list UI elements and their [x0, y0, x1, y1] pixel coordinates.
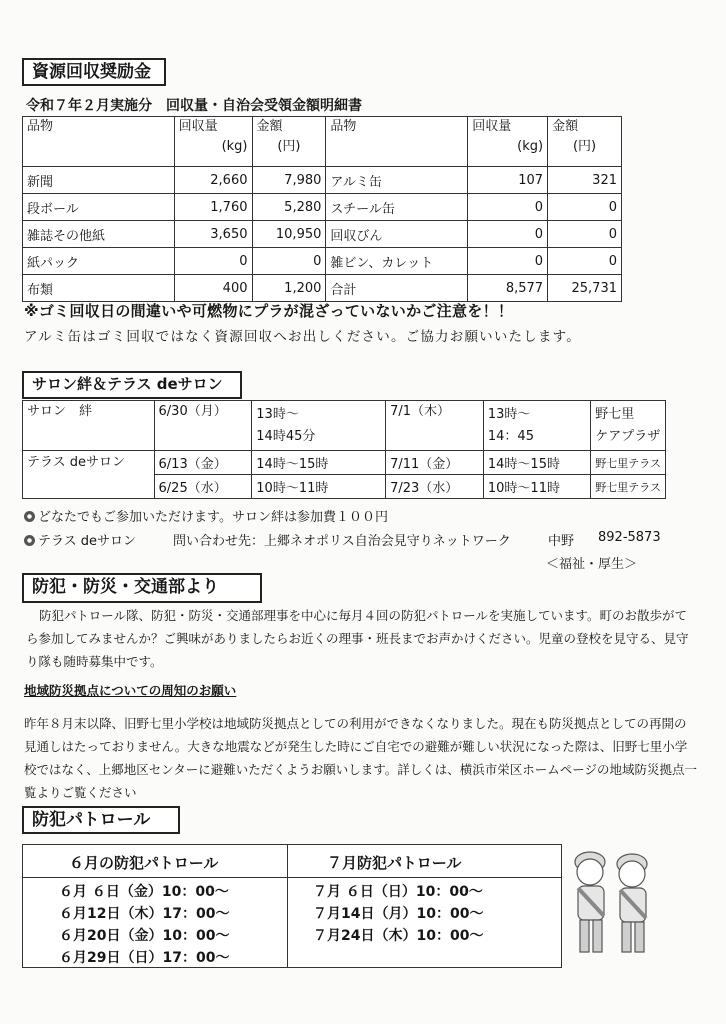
table-row: [23, 248, 622, 275]
header-amount-right: 金額 (円): [548, 117, 622, 167]
flower-icon: [24, 511, 35, 522]
qty-cell: 0: [468, 194, 548, 221]
recycling-subtitle: 令和７年２月実施分 回収量・自治会受領金額明細書: [26, 98, 362, 114]
item-cell: 新聞: [23, 167, 175, 194]
terrace-place: 野七里テラス: [591, 451, 666, 475]
terrace-date2: 7/11（金）: [386, 451, 484, 475]
qty-cell: 107: [468, 167, 548, 194]
patrol-divider: [287, 845, 288, 967]
salon-info-1-text: どなたでもご参加いただけます。サロン絆は参加費１００円: [38, 510, 388, 525]
header-item: 品物: [23, 117, 175, 167]
total-label-cell: 合計: [326, 275, 468, 302]
terrace-time2: 10時～11時: [483, 475, 590, 499]
table-row: [23, 451, 666, 475]
salon-terrace-label: テラス deサロン: [23, 451, 155, 499]
qty-cell: 400: [174, 275, 252, 302]
qty-cell: 3,650: [174, 221, 252, 248]
safety-subheading: 地域防災拠点についての周知のお願い: [24, 683, 237, 698]
header-qty-right: 回収量 (kg): [468, 117, 548, 167]
terrace-time1: 10時～11時: [252, 475, 386, 499]
amount-cell: 10,950: [252, 221, 326, 248]
amount-cell: 0: [548, 221, 622, 248]
patrol-heading: 防犯パトロール: [22, 806, 180, 834]
salon-contact-name: 中野: [548, 534, 575, 549]
salon-heading: サロン絆＆テラス deサロン: [22, 371, 242, 399]
amount-cell: 0: [548, 194, 622, 221]
patrol-june-date: ６月20日（金）10：00～: [59, 928, 230, 944]
recycling-heading: 資源回収奨励金: [22, 58, 166, 86]
safety-paragraph-2: 昨年８月末以降、旧野七里小学校は地域防災拠点としての利用ができなくなりました。現在も防災拠点としての再開の見通しはたっておりません。大きな地震などが発生した時にご自宅での避難が難しい状況になった際は、旧野七里小学校ではなく、上郷地区センターに避難いただくようお願いします。詳しくは、横浜市栄区ホームページの地域防災拠点一覧よりご覧ください: [24, 716, 698, 800]
salon-dept: ＜福祉・厚生＞: [546, 557, 638, 572]
item-cell: 段ボール: [23, 194, 175, 221]
item-cell: 紙パック: [23, 248, 175, 275]
amount-cell: 5,280: [252, 194, 326, 221]
patrol-header-line: [23, 877, 561, 878]
kizuna-date2: 7/1（木）: [386, 401, 484, 451]
table-row: [23, 167, 622, 194]
patrol-children-illustration: [560, 842, 672, 962]
salon-kizuna-label: サロン 絆: [23, 401, 155, 451]
terrace-date1: 6/25（水）: [154, 475, 252, 499]
patrol-june-date: ６月12日（木）17：00～: [59, 906, 230, 922]
item-cell: スチール缶: [326, 194, 468, 221]
total-qty-cell: 8,577: [468, 275, 548, 302]
item-cell: アルミ缶: [326, 167, 468, 194]
terrace-place: 野七里テラス: [591, 475, 666, 499]
header-amount: 金額 (円): [252, 117, 326, 167]
item-cell: 回収びん: [326, 221, 468, 248]
garbage-warning: ※ゴミ回収日の間違いや可燃物にプラが混ざっていないかご注意を！！: [24, 302, 514, 320]
recycling-table: [22, 116, 622, 302]
table-row: [23, 401, 666, 451]
flower-icon: [24, 535, 35, 546]
patrol-box: [22, 844, 562, 968]
qty-cell: 0: [468, 221, 548, 248]
terrace-date1: 6/13（金）: [154, 451, 252, 475]
kizuna-time2: 13時～ 14：45: [483, 401, 590, 451]
table-row: [23, 194, 622, 221]
item-cell: 雑誌その他紙: [23, 221, 175, 248]
terrace-time2: 14時～15時: [483, 451, 590, 475]
salon-contact-phone: 892-5873: [598, 530, 661, 545]
safety-heading: 防犯・防災・交通部より: [22, 573, 262, 603]
qty-cell: 0: [174, 248, 252, 275]
header-qty: 回収量 (kg): [174, 117, 252, 167]
patrol-june-date: ６月 ６日（金）10：00～: [59, 884, 229, 900]
amount-cell: 7,980: [252, 167, 326, 194]
qty-cell: 1,760: [174, 194, 252, 221]
total-amount-cell: 25,731: [548, 275, 622, 302]
salon-table: [22, 400, 666, 499]
kizuna-place: 野七里 ケアプラザ: [591, 401, 666, 451]
patrol-july-date: ７月 ６日（日）10：00～: [313, 884, 483, 900]
amount-cell: 0: [252, 248, 326, 275]
item-cell: 布類: [23, 275, 175, 302]
qty-cell: 0: [468, 248, 548, 275]
salon-contact: 問い合わせ先：上郷ネオポリス自治会見守りネットワーク: [173, 534, 511, 549]
kizuna-time1: 13時～ 14時45分: [252, 401, 386, 451]
amount-cell: 0: [548, 248, 622, 275]
patrol-june-title: ６月の防犯パトロール: [69, 854, 219, 872]
amount-cell: 1,200: [252, 275, 326, 302]
safety-paragraph-1: 防犯パトロール隊、防犯・防災・交通部理事を中心に毎月４回の防犯パトロールを実施しています。町のお散歩がてら参加してみませんか？ご興味がありましたらお近くの理事・班長までお声かけください。児童の登校を見守る、見守り隊も随時募集中です。: [26, 608, 689, 669]
salon-info-1: [24, 506, 388, 525]
qty-cell: 2,660: [174, 167, 252, 194]
patrol-july-date: ７月14日（月）10：00～: [313, 906, 484, 922]
table-row: [23, 275, 622, 302]
patrol-june-date: ６月29日（日）17：00～: [59, 950, 230, 966]
table-row: [23, 221, 622, 248]
terrace-time1: 14時～15時: [252, 451, 386, 475]
salon-info-2: [24, 530, 136, 549]
patrol-july-title: ７月防犯パトロール: [327, 854, 462, 872]
header-item-right: 品物: [326, 117, 468, 167]
amount-cell: 321: [548, 167, 622, 194]
kizuna-date1: 6/30（月）: [154, 401, 252, 451]
salon-info-2-label: テラス deサロン: [38, 534, 136, 549]
item-cell: 雑ビン、カレット: [326, 248, 468, 275]
patrol-july-date: ７月24日（木）10：00～: [313, 928, 484, 944]
aluminum-note: アルミ缶はゴミ回収ではなく資源回収へお出しください。ご協力お願いいたします。: [24, 329, 581, 345]
terrace-date2: 7/23（水）: [386, 475, 484, 499]
